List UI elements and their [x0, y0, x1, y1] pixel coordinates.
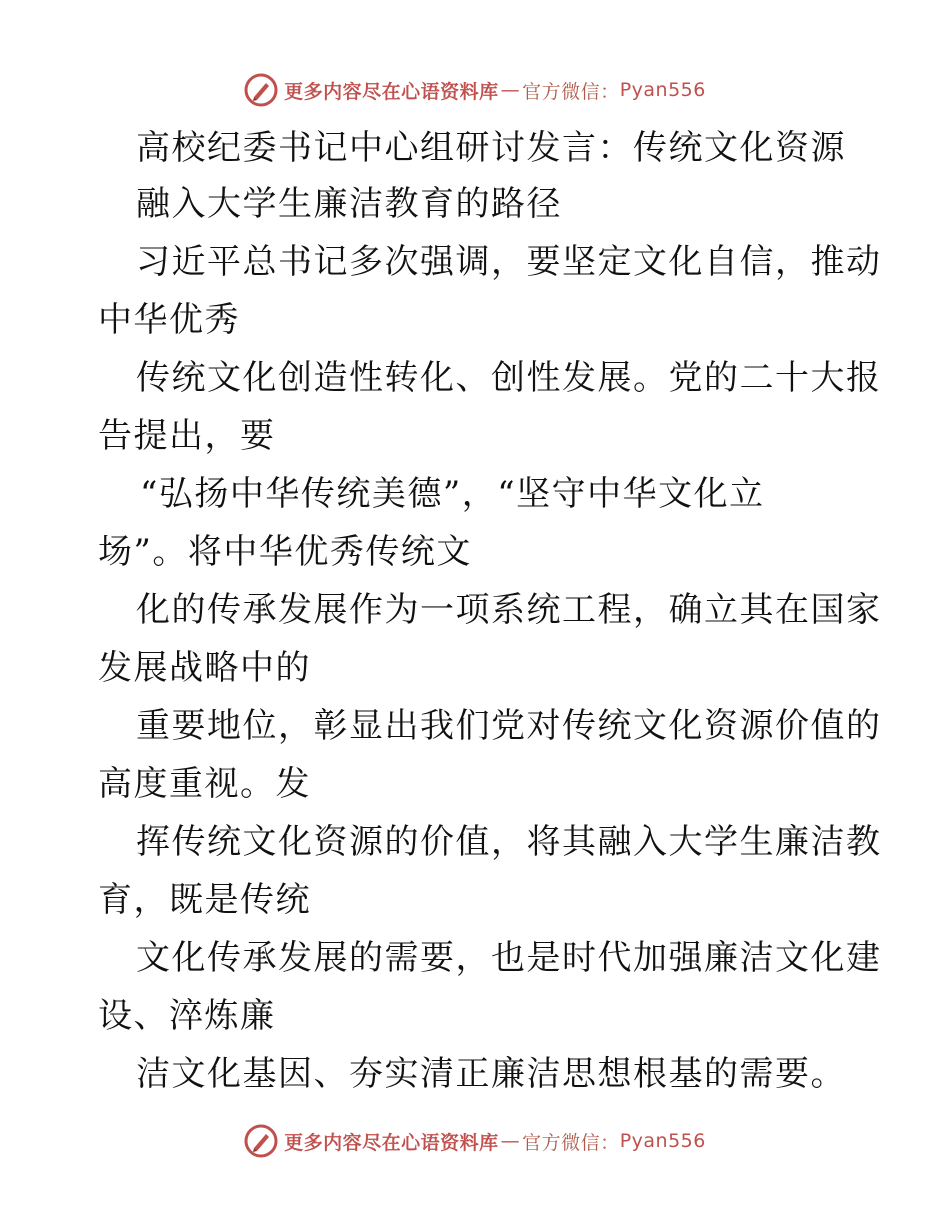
paragraph-line: 育，既是传统	[98, 880, 311, 920]
paragraph-line: 化的传承发展作为一项系统工程，确立其在国家	[136, 590, 882, 630]
paragraph-line: 发展战略中的	[98, 648, 311, 688]
title-line-2: 融入大学生廉洁教育的路径	[136, 184, 562, 224]
paragraph-line: 高度重视。发	[98, 764, 311, 804]
watermark-dash: —	[500, 79, 521, 101]
watermark-wechat-id: Pyan556	[619, 79, 706, 101]
paragraph-line: “弘扬中华传统美德”，“坚守中华文化立	[140, 474, 765, 514]
paragraph-line: 习近平总书记多次强调，要坚定文化自信，推动	[136, 242, 882, 282]
paragraph-line: 洁文化基因、夯实清正廉洁思想根基的需要。	[136, 1054, 846, 1094]
title-line-1: 高校纪委书记中心组研讨发言：传统文化资源	[136, 128, 846, 168]
paragraph-line: 传统文化创造性转化、创性发展。党的二十大报	[136, 358, 882, 398]
paragraph-line: 设、淬炼廉	[98, 996, 276, 1036]
watermark-official-label: 官方微信：	[522, 1131, 620, 1154]
paragraph-line: 告提出，要	[98, 416, 276, 456]
watermark-brand: 更多内容尽在心语资料库	[284, 1131, 499, 1154]
header-watermark	[0, 70, 950, 110]
paragraph-line: 文化传承发展的需要，也是时代加强廉洁文化建	[136, 938, 882, 978]
paragraph-line: 中华优秀	[98, 300, 240, 340]
watermark-dash: —	[500, 1130, 521, 1152]
watermark-official-label: 官方微信：	[522, 80, 620, 103]
footer-watermark	[0, 1121, 950, 1161]
watermark-wechat-id: Pyan556	[619, 1130, 706, 1152]
watermark-brand: 更多内容尽在心语资料库	[284, 80, 499, 103]
pen-logo-icon	[244, 1124, 278, 1158]
paragraph-line: 场”。将中华优秀传统文	[98, 532, 472, 572]
paragraph-line: 挥传统文化资源的价值，将其融入大学生廉洁教	[136, 822, 882, 862]
pen-logo-icon	[244, 73, 278, 107]
paragraph-line: 重要地位，彰显出我们党对传统文化资源价值的	[136, 706, 882, 746]
